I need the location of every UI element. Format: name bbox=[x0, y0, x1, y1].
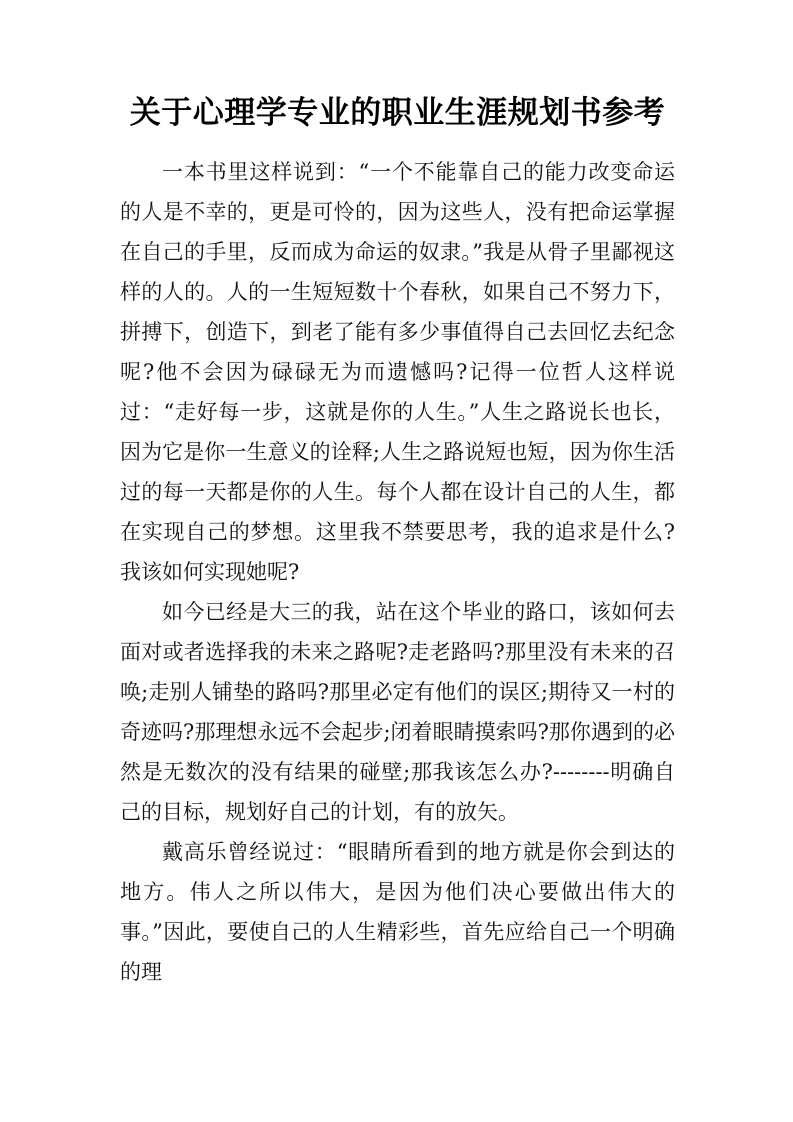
paragraph-1: 一本书里这样说到：“一个不能靠自己的能力改变命运的人是不幸的，更是可怜的，因为这些人，没有把命运掌握在自己的手里，反而成为命运的奴隶。”我是从骨子里鄙视这样的人的。人的一生短短数十个春秋，如果自己不努力下，拼搏下，创造下，到老了能有多少事值得自己去回忆去纪念呢?他不会因为碌碌无为而遗憾吗?记得一位哲人这样说过：“走好每一步，这就是你的人生。”人生之路说长也长，因为它是你一生意义的诠释;人生之路说短也短，因为你生活过的每一天都是你的人生。每个人都在设计自己的人生，都在实现自己的梦想。这里我不禁要思考，我的追求是什么?我该如何实现她呢? bbox=[120, 160, 675, 584]
paragraph-3: 戴高乐曾经说过：“眼睛所看到的地方就是你会到达的地方。伟人之所以伟大，是因为他们决心要做出伟大的事。”因此，要使自己的人生精彩些，首先应给自己一个明确的理 bbox=[120, 840, 675, 984]
paragraph-2: 如今已经是大三的我，站在这个毕业的路口，该如何去面对或者选择我的未来之路呢?走老路吗?那里没有未来的召唤;走别人铺垫的路吗?那里必定有他们的误区;期待又一村的奇迹吗?那理想永远不会起步;闭着眼睛摸索吗?那你遇到的必然是无数次的没有结果的碰壁;那我该怎么办?--------明确自己的目标，规划好自己的计划，有的放矢。 bbox=[120, 600, 675, 824]
document-title: 关于心理学专业的职业生涯规划书参考 bbox=[129, 95, 666, 131]
